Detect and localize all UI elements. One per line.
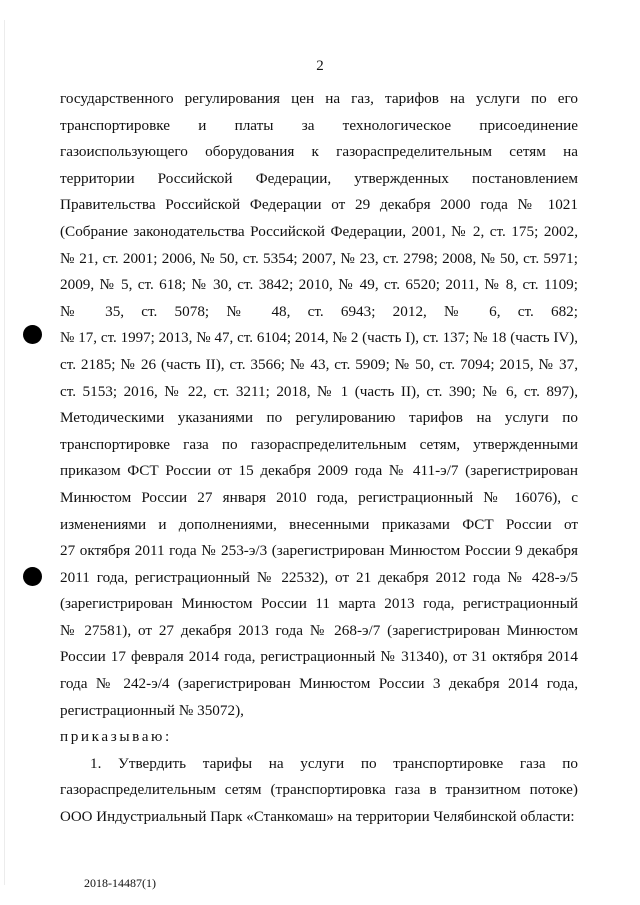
text-line: Минюстом России 27 января 2010 года, регистрационный № 16076), с — [60, 488, 578, 506]
text-line: приказом ФСТ России от 15 декабря 2009 года № 411-э/7 (зарегистрирован — [60, 462, 578, 480]
document-id: 2018-14487(1) — [84, 876, 156, 890]
text-line: 27 октября 2011 года № 253-э/3 (зарегистрирован Минюстом России 9 декабря — [60, 542, 578, 560]
text-line: (зарегистрирован Минюстом России 11 марта 2013 года, регистрационный — [60, 595, 578, 613]
text-line: № 17, ст. 1997; 2013, № 47, ст. 6104; 2014, № 2 (часть I), ст. 137; № 18 (часть IV), — [60, 330, 578, 347]
text-line: ст. 5153; 2016, № 22, ст. 3211; 2018, № 1 (часть II), ст. 390; № 6, ст. 897), — [60, 382, 578, 400]
text-line: (Собрание законодательства Российской Федерации, 2001, № 2, ст. 175; 2002, — [60, 222, 578, 240]
text-line: 2009, № 5, ст. 618; № 30, ст. 3842; 2010, № 49, ст. 6520; 2011, № 8, ст. 1109; — [60, 276, 578, 294]
text-line: территории Российской Федерации, утвержденных постановлением — [60, 169, 578, 187]
text-line: транспортировке и платы за технологическое присоединение — [60, 116, 578, 134]
text-line: регистрационный № 35072), — [60, 701, 244, 719]
text-line: № 21, ст. 2001; 2006, № 50, ст. 5354; 2007, № 23, ст. 2798; 2008, № 50, ст. 5971; — [60, 249, 578, 267]
text-line: изменениями и дополнениями, внесенными приказами ФСТ России от — [60, 515, 578, 533]
text-line: Правительства Российской Федерации от 29 декабря 2000 года № 1021 — [60, 196, 578, 214]
text-line: России 17 февраля 2014 года, регистрационный № 31340), от 31 октября 2014 — [60, 648, 578, 666]
text-line: ст. 2185; № 26 (часть II), ст. 3566; № 43, ст. 5909; № 50, ст. 7094; 2015, № 37, — [60, 355, 578, 373]
punch-hole-bottom — [23, 567, 42, 586]
document-body — [60, 86, 578, 831]
text-line: № 35, ст. 5078; № 48, ст. 6943; 2012, № 6, ст. 682; — [60, 302, 578, 320]
punch-hole-top — [23, 325, 42, 344]
text-line: ООО Индустриальный Парк «Станкомаш» на территории Челябинской области: — [60, 809, 575, 826]
page-number: 2 — [316, 58, 324, 74]
text-line: газораспределительным сетям (транспортировка газа в транзитном потоке) — [60, 781, 578, 799]
text-line: 2011 года, регистрационный № 22532), от 21 декабря 2012 года № 428-э/5 — [60, 568, 578, 586]
text-line: года № 242-э/4 (зарегистрирован Минюстом России 3 декабря 2014 года, — [60, 675, 578, 693]
text-line: газоиспользующего оборудования к газораспределительным сетям на — [60, 143, 578, 161]
text-line: государственного регулирования цен на газ, тарифов на услуги по его — [60, 90, 578, 107]
text-line: транспортировке газа по газораспределительным сетям, утвержденными — [60, 435, 578, 453]
page-edge-rule — [4, 20, 5, 885]
text-line: Методическими указаниями по регулированию тарифов на услуги по — [60, 409, 578, 427]
text-line: № 27581), от 27 декабря 2013 года № 268-э/7 (зарегистрирован Минюстом — [60, 621, 578, 639]
order-verb: приказываю: — [60, 728, 172, 746]
text-line: 1. Утвердить тарифы на услуги по транспортировке газа по — [90, 754, 578, 772]
